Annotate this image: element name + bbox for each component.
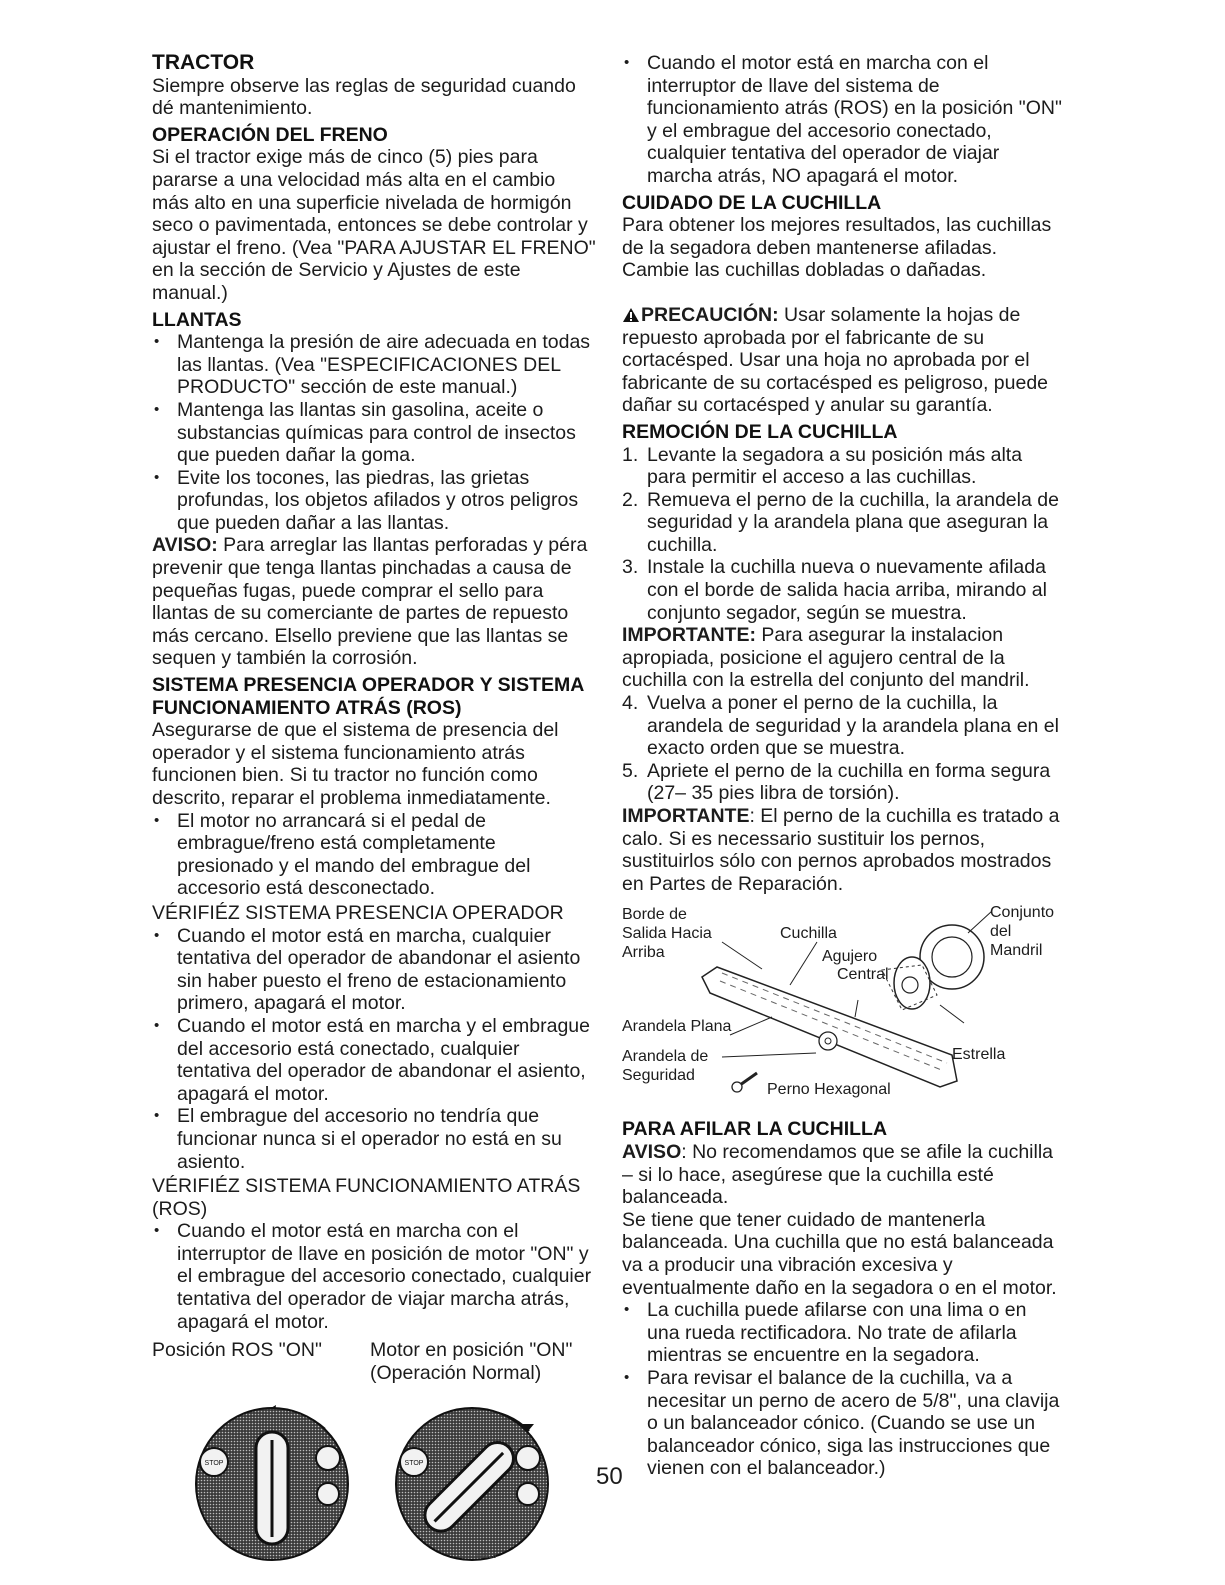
notice-label: AVISO: [622, 1140, 682, 1163]
sharpen-bullet: • Para revisar el balance de la cuchilla, va a necesitar un perno de acero de 5/8", una clavija o un balanceador cónico. (Cuando se use un balanceador cónico, siga las instrucciones que vienen con el balanceador.): [622, 1367, 1062, 1480]
verify-ros-bullet: • Cuando el motor está en marcha con el interruptor de llave en posición de motor "ON" y el embrague del accesorio conectado, cualquier tentativa del operador de viajar marcha atrás, apagará el motor.: [152, 1220, 597, 1333]
ros-heading: SISTEMA PRESENCIA OPERADOR Y SISTEMA FUNCIONAMIENTO ATRÁS (ROS): [152, 674, 584, 719]
sharpen-heading: PARA AFILAR LA CUCHILLA: [622, 1118, 888, 1141]
label-cuchilla: Cuchilla: [780, 925, 837, 943]
ros-text: Asegurarse de que el sistema de presencia del operador y el sistema funcionamiento atrás funcionen bien. Si tu tractor no función como descrito, reparar el problema inmediatamente.: [152, 719, 559, 809]
sharpen-text: Se tiene que tener cuidado de mantenerla balanceada. Una cuchilla que no está balanceada va a producir una vibración excesiva y eventualmente daño en la segadora o en el motor.: [622, 1208, 1057, 1299]
caution-paragraph: [622, 304, 1062, 417]
tires-heading: LLANTAS: [152, 308, 242, 331]
step-text: Levante la segadora a su posición más alta para permitir el acceso a las cuchillas.: [647, 443, 1023, 489]
ignition-knobs-figure: [152, 1392, 597, 1562]
label-del: del: [990, 923, 1012, 941]
caution-label: PRECAUCIÓN:: [641, 303, 779, 326]
label-seguridad: Seguridad: [622, 1067, 695, 1085]
removal-step: [622, 692, 1062, 760]
important-label: IMPORTANTE: [622, 805, 750, 827]
step-text: Instale la cuchilla nueva o nuevamente afilada con el borde de salida hacia arriba, mirando al conjunto segador, según se muestra.: [647, 556, 1047, 624]
step-number: 5.: [622, 759, 639, 782]
label-perno: Perno Hexagonal: [767, 1081, 891, 1099]
tires-notice: [152, 534, 597, 670]
ros-bullet: • El motor no arrancará si el pedal de embrague/freno está completamente presionado y el mando del embrague del accesorio está desconectado.: [152, 810, 597, 900]
caution-text: Usar solamente la hojas de repuesto aprobada por el fabricante de su cortacésped. Usar una hoja no aprobada por el fabricante de su cortacésped es peligroso, puede dañar su cortacésped y anular su garantía.: [622, 303, 1049, 417]
label-agujero: Agujero: [822, 948, 878, 966]
label-arandela-plana: Arandela Plana: [622, 1018, 732, 1036]
sharpen-notice: [622, 1141, 1062, 1209]
verify-operator-heading: VÉRIFIÉZ SISTEMA PRESENCIA OPERADOR: [152, 901, 564, 924]
motor-on-knob: [396, 1408, 548, 1560]
label-mandril: Mandril: [990, 942, 1043, 960]
tires-bullet: • Mantenga las llantas sin gasolina, aceite o substancias químicas para control de insectos que pueden dañar la goma.: [152, 399, 597, 467]
stop-label: STOP: [404, 1460, 424, 1468]
important-text: Para asegurar la instalacion apropiada, posicione el agujero central de la cuchilla con la estrella del conjunto del mandril.: [622, 624, 1030, 692]
motor-on-label: Motor en posición "ON" (Operación Normal): [370, 1339, 573, 1384]
stop-label: STOP: [204, 1460, 224, 1468]
blade-assembly-diagram: [622, 905, 1062, 1110]
step-number: 3.: [622, 556, 639, 579]
sharpen-bullet: • La cuchilla puede afilarse con una lima o en una rueda rectificadora. No trate de afilarla mientras se encuentre en la segadora.: [622, 1299, 1062, 1367]
step-text: Remueva el perno de la cuchilla, la arandela de seguridad y la arandela plana que aseguran la cuchilla.: [647, 488, 1059, 556]
brake-heading: OPERACIÓN DEL FRENO: [152, 123, 388, 146]
step-number: 4.: [622, 692, 639, 715]
ros-continued-bullet: • Cuando el motor está en marcha con el interruptor de llave del sistema de funcionamiento atrás (ROS) en la posición "ON" y el embrague del accesorio conectado, cualquier tentativa del operador de viajar marcha atrás, NO apagará el motor.: [622, 52, 1062, 188]
tractor-intro: Siempre observe las reglas de seguridad cuando dé mantenimiento.: [152, 74, 576, 120]
step-number: 2.: [622, 488, 639, 511]
ros-on-knob: [196, 1405, 348, 1560]
important-note-2: [622, 805, 1062, 895]
removal-heading: REMOCIÓN DE LA CUCHILLA: [622, 420, 898, 443]
removal-step: [622, 760, 1062, 805]
label-estrella: Estrella: [952, 1046, 1006, 1064]
tractor-heading: TRACTOR: [152, 51, 255, 74]
warning-triangle-icon: [622, 307, 640, 323]
removal-step: [622, 489, 1062, 557]
tires-bullet: • Evite los tocones, las piedras, las grietas profundas, los objetos afilados y otros peligros que pueden dañar a las llantas.: [152, 467, 597, 535]
ros-on-label: Posición ROS "ON": [152, 1339, 322, 1362]
important-note-1: [622, 624, 1062, 692]
blade-care-heading: CUIDADO DE LA CUCHILLA: [622, 191, 882, 214]
notice-text: Para arreglar las llantas perforadas y péra prevenir que tenga llantas pinchadas a causa de pequeñas fugas, puede comprar el sello para llantas de su comerciante de partes de repuesto más cercano. Elsello previene que las llantas se sequen y también la corrosión.: [152, 534, 588, 670]
tires-bullet: • Mantenga la presión de aire adecuada en todas las llantas. (Vea "ESPECIFICACIONES DEL PRODUCTO" sección de este manual.): [152, 331, 597, 399]
blade-care-text: Para obtener los mejores resultados, las cuchillas de la segadora deben mantenerse afiladas. Cambie las cuchillas dobladas o dañadas.: [622, 214, 1052, 282]
verify-ros-heading: VÉRIFIÉZ SISTEMA FUNCIONAMIENTO ATRÁS (ROS): [152, 1175, 581, 1220]
right-column: [622, 52, 1062, 1480]
removal-step: [622, 556, 1062, 624]
step-text: Vuelva a poner el perno de la cuchilla, la arandela de seguridad y la arandela plana en el exacto orden que se muestra.: [647, 692, 1059, 760]
verify-operator-bullet: • Cuando el motor está en marcha y el embrague del accesorio está conectado, cualquier tentativa del operador de abandonar el asiento, apagará el motor.: [152, 1015, 597, 1105]
figure-code: 02828: [477, 1553, 497, 1561]
step-number: 1.: [622, 443, 639, 466]
verify-operator-bullet: • Cuando el motor está en marcha, cualquier tentativa del operador de abandonar el asiento sin haber puesto el freno de estacionamiento primero, apagará el motor.: [152, 925, 597, 1015]
notice-label: AVISO:: [152, 534, 218, 557]
label-salida: Salida Hacia: [622, 925, 712, 943]
label-borde: Borde de: [622, 906, 687, 924]
important-label: IMPORTANTE:: [622, 624, 756, 647]
page-number: 50: [596, 1463, 623, 1490]
label-central: Central: [837, 966, 889, 984]
label-conjunto: Conjunto: [990, 904, 1055, 922]
step-text: Apriete el perno de la cuchilla en forma segura (27– 35 pies libra de torsión).: [647, 759, 1051, 805]
important-text: : El perno de la cuchilla es tratado a calo. Si es necessario sustituir los pernos, sustituirlos sólo con pernos aprobados mostrados en Partes de Reparación.: [622, 805, 1060, 895]
label-arandela-de: Arandela de: [622, 1048, 709, 1066]
removal-step: [622, 444, 1062, 489]
left-column: [152, 52, 597, 1562]
position-labels: [152, 1339, 597, 1384]
verify-operator-bullet: • El embrague del accesorio no tendría que funcionar nunca si el operador no está en su asiento.: [152, 1105, 597, 1173]
ignition-knobs-drawing: [152, 1392, 597, 1562]
label-arriba: Arriba: [622, 944, 665, 962]
brake-text: Si el tractor exige más de cinco (5) pies para pararse a una velocidad más alta en el cambio más alto en una superficie nivelada de hormigón seco o pavimentada, entonces se debe controlar y ajustar el freno. (Vea "PARA AJUSTAR EL FRENO" en la sección de Servicio y Ajustes de este manual.): [152, 146, 596, 304]
notice-text: : No recomendamos que se afile la cuchilla – si lo hace, asegúrese que la cuchilla esté balanceada.: [622, 1140, 1054, 1209]
